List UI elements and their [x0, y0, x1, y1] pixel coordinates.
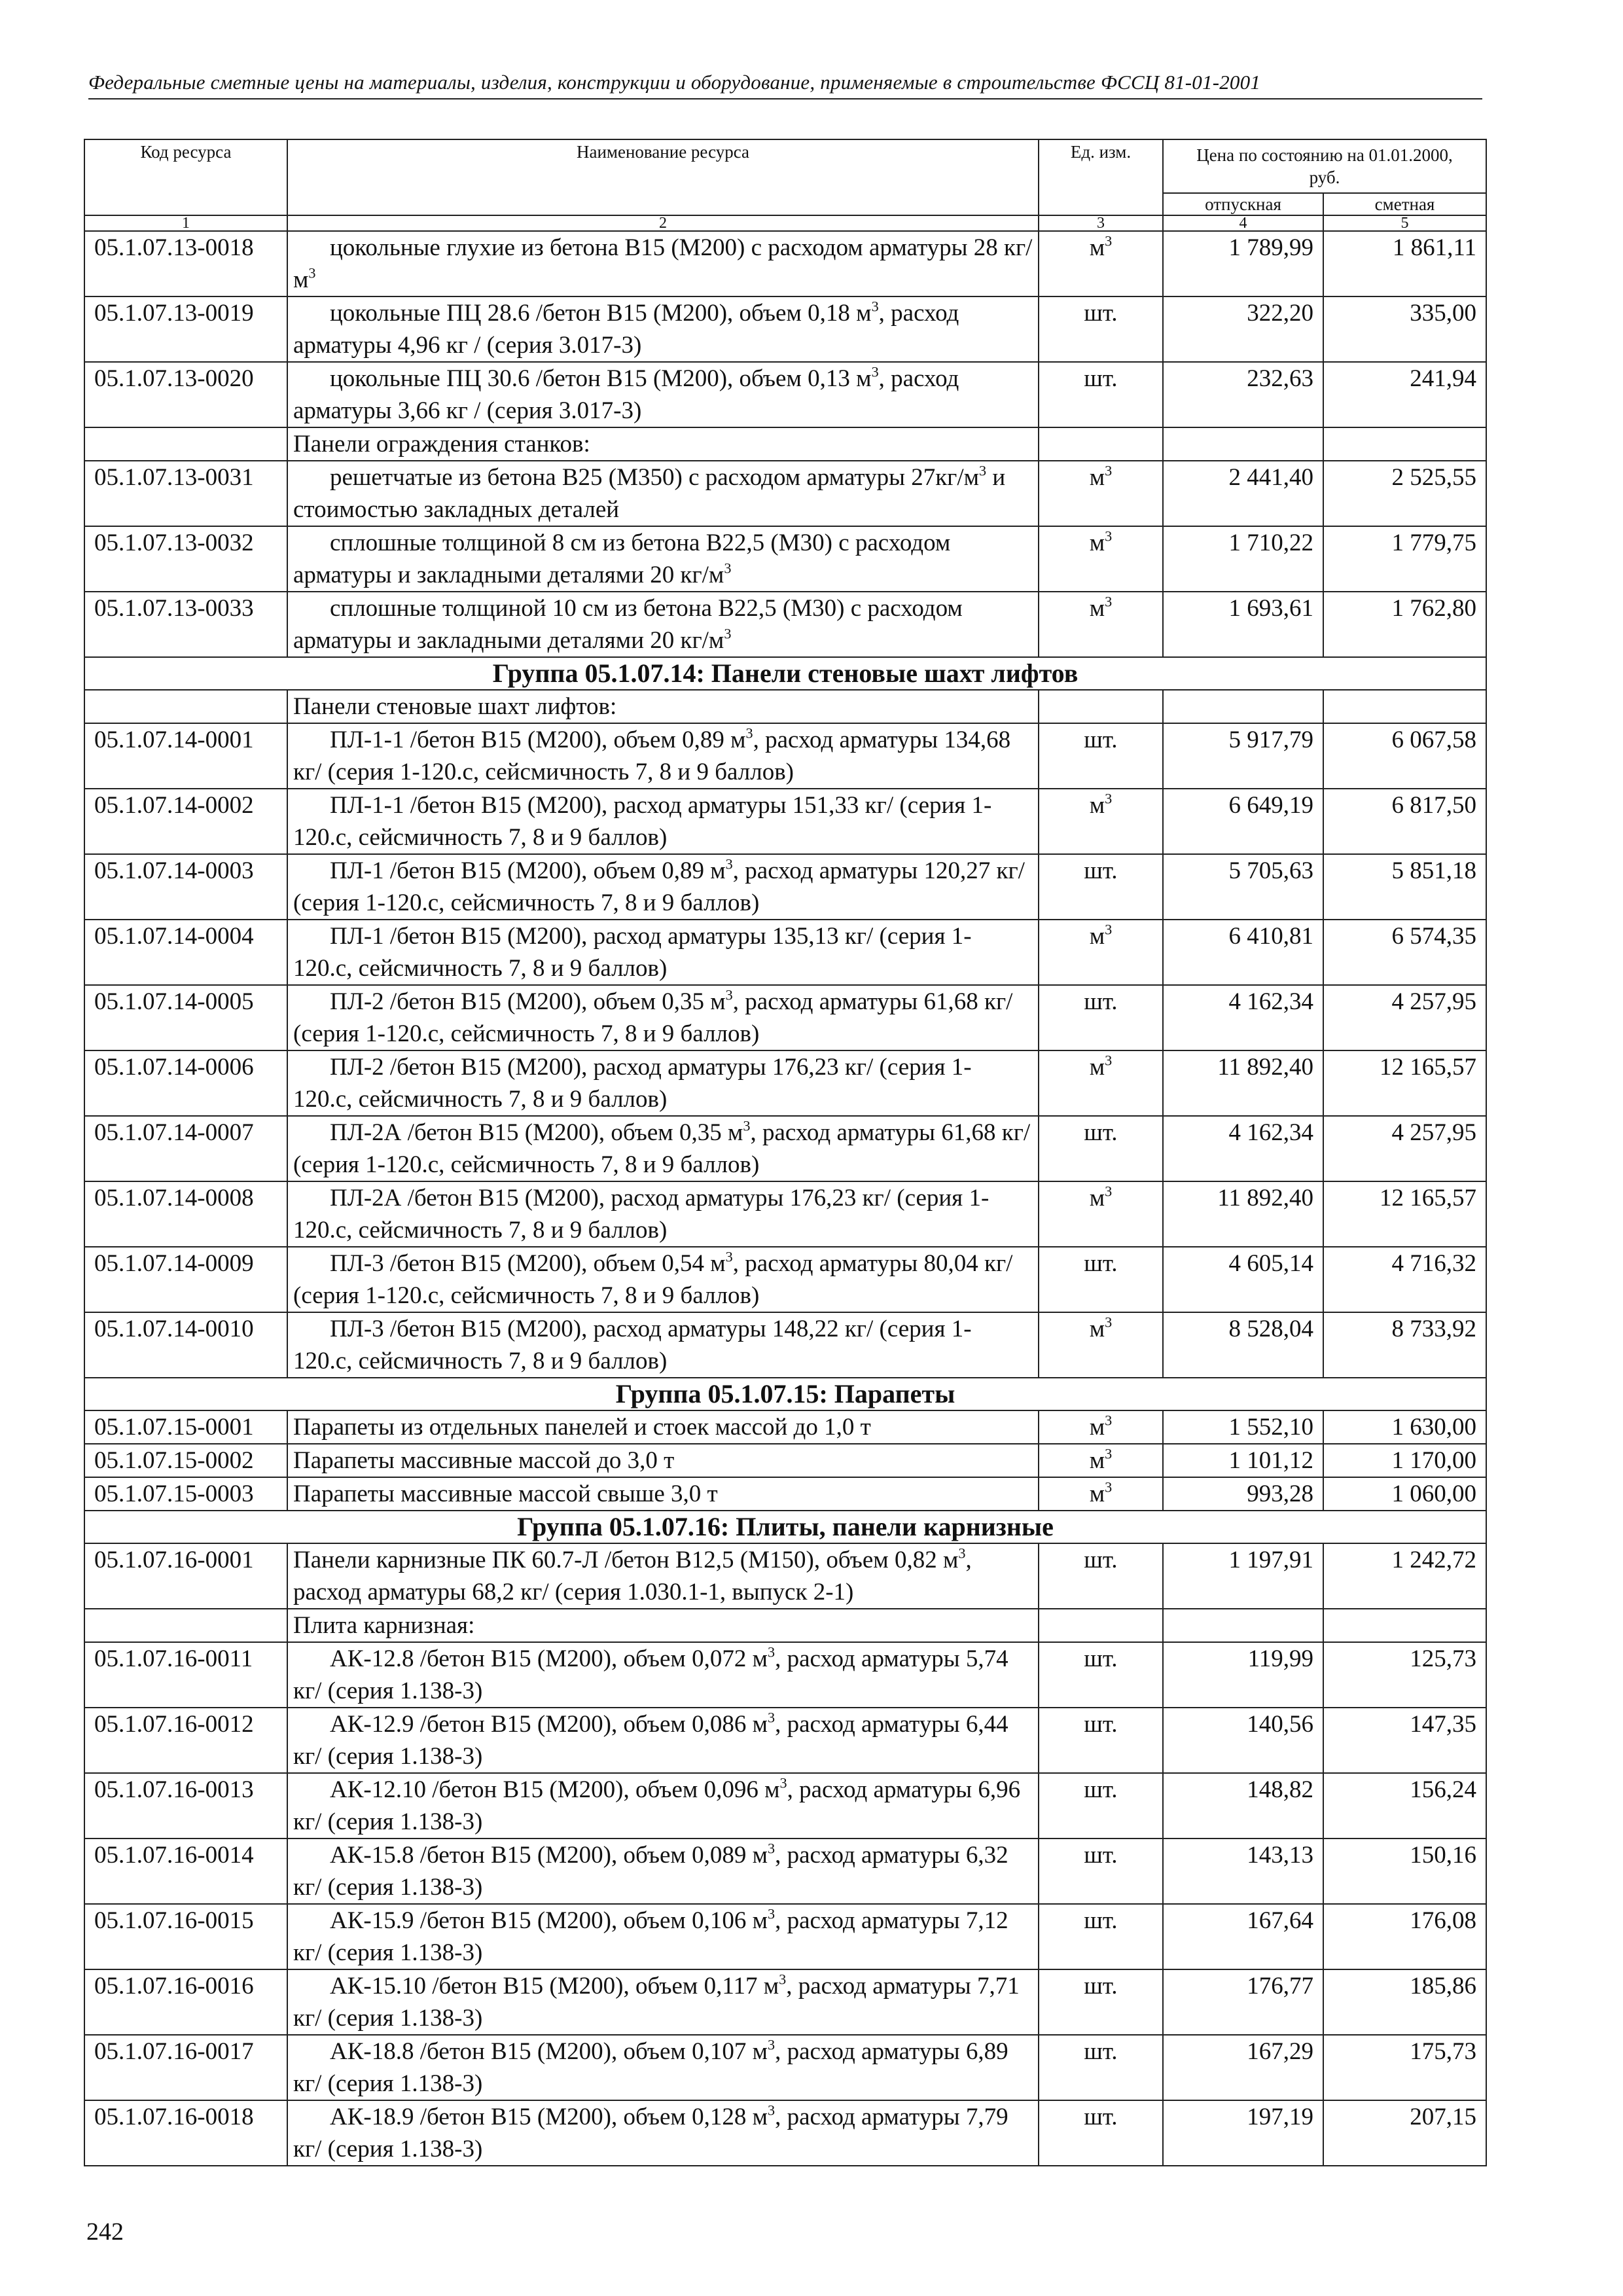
release-price-cell: 1 552,10 [1163, 1410, 1323, 1444]
group-title: Группа 05.1.07.16: Плиты, панели карнизные [84, 1511, 1486, 1543]
col-number: 1 [84, 215, 287, 231]
table-row [84, 1543, 1486, 1609]
table-row [84, 1642, 1486, 1708]
resource-code-cell: 05.1.07.16-0015 [84, 1904, 287, 1969]
subheading-cell [287, 1609, 1039, 1642]
release-price-cell: 119,99 [1163, 1642, 1323, 1708]
table-row [84, 231, 1486, 296]
col-header-estimate: сметная [1323, 193, 1486, 215]
page-number: 242 [86, 2218, 124, 2246]
subheading-row [84, 1609, 1486, 1642]
resource-name-cell [287, 789, 1039, 854]
table-row [84, 1410, 1486, 1444]
col-header-release: отпускная [1163, 193, 1323, 215]
resource-name: ПЛ-1-1 /бетон В15 (М200), объем 0,89 $м^3$, расход арматуры 134,68 кг/ (серия 1-120.с, сейсмичность 7, 8 и 9 баллов) [293, 725, 1011, 785]
release-price-cell: 1 197,91 [1163, 1543, 1323, 1609]
resource-name: АК-12.8 /бетон В15 (М200), объем 0,072 $м^3$, расход арматуры 5,74 кг/ (серия 1.138-3) [293, 1643, 1008, 1704]
estimate-price-cell: 1 630,00 [1323, 1410, 1486, 1444]
resource-name-cell [287, 1477, 1039, 1511]
unit-cell: $м^3$ [1039, 1050, 1163, 1116]
resource-name-cell [287, 1181, 1039, 1247]
resource-name: АК-15.9 /бетон В15 (М200), объем 0,106 $м^3$, расход арматуры 7,12 кг/ (серия 1.138-3) [293, 1905, 1008, 1966]
release-price-cell: 8 528,04 [1163, 1312, 1323, 1378]
resource-code-cell: 05.1.07.13-0031 [84, 461, 287, 526]
unit-cell: шт. [1039, 1904, 1163, 1969]
resource-code-cell: 05.1.07.14-0001 [84, 723, 287, 789]
table-row [84, 592, 1486, 657]
subheading-cell [287, 690, 1039, 723]
release-price-cell: 993,28 [1163, 1477, 1323, 1511]
empty-cell [1039, 1609, 1163, 1642]
unit-cell: $м^3$ [1039, 1312, 1163, 1378]
release-price-cell: 148,82 [1163, 1773, 1323, 1839]
unit-cell: $м^3$ [1039, 461, 1163, 526]
unit-cell: $м^3$ [1039, 231, 1163, 296]
table-row [84, 1839, 1486, 1904]
estimate-price-cell: 176,08 [1323, 1904, 1486, 1969]
table-row [84, 526, 1486, 592]
resource-name-cell [287, 985, 1039, 1050]
resource-name-cell [287, 296, 1039, 362]
resource-name-cell [287, 1543, 1039, 1609]
resource-code-cell: 05.1.07.16-0012 [84, 1708, 287, 1773]
resource-name: ПЛ-2А /бетон В15 (М200), объем 0,35 $м^3$, расход арматуры 61,68 кг/ (серия 1-120.с, сейсмичность 7, 8 и 9 баллов) [293, 1117, 1031, 1178]
col-header-code: Код ресурса [84, 139, 287, 215]
release-price-cell: 232,63 [1163, 362, 1323, 427]
table-row [84, 854, 1486, 920]
resource-name: Парапеты массивные массой до 3,0 т [293, 1447, 675, 1474]
unit-cell: $м^3$ [1039, 592, 1163, 657]
resource-name-cell [287, 2100, 1039, 2166]
release-price-cell: 1 710,22 [1163, 526, 1323, 592]
release-price-cell: 2 441,40 [1163, 461, 1323, 526]
estimate-price-cell: 185,86 [1323, 1969, 1486, 2035]
table-row [84, 1773, 1486, 1839]
resource-code-cell: 05.1.07.13-0032 [84, 526, 287, 592]
release-price-cell: 167,64 [1163, 1904, 1323, 1969]
estimate-price-cell: 5 851,18 [1323, 854, 1486, 920]
table-row [84, 985, 1486, 1050]
table-row [84, 789, 1486, 854]
release-price-cell: 4 162,34 [1163, 1116, 1323, 1181]
resource-name: решетчатые из бетона В25 (М350) с расходом арматуры $27кг/м^3$ и стоимостью закладных деталей [293, 462, 1006, 523]
resource-name: АК-15.10 /бетон В15 (М200), объем 0,117 $м^3$, расход арматуры 7,71 кг/ (серия 1.138-3) [293, 1971, 1020, 2032]
resource-code-cell: 05.1.07.16-0011 [84, 1642, 287, 1708]
unit-cell: $м^3$ [1039, 920, 1163, 985]
release-price-cell: 167,29 [1163, 2035, 1323, 2100]
empty-cell [1039, 427, 1163, 461]
estimate-price-cell: 1 762,80 [1323, 592, 1486, 657]
subheading-label: Плита карнизная: [293, 1612, 475, 1639]
resource-name-cell [287, 592, 1039, 657]
estimate-price-cell: 156,24 [1323, 1773, 1486, 1839]
unit-cell: шт. [1039, 1116, 1163, 1181]
subheading-cell [287, 427, 1039, 461]
subheading-row [84, 427, 1486, 461]
resource-code-cell: 05.1.07.13-0019 [84, 296, 287, 362]
group-title: Группа 05.1.07.14: Панели стеновые шахт лифтов [84, 657, 1486, 690]
group-heading-row [84, 1378, 1486, 1410]
estimate-price-cell: 6 574,35 [1323, 920, 1486, 985]
empty-cell [84, 427, 287, 461]
col-header-price: Цена по состоянию на 01.01.2000, руб. [1163, 139, 1486, 193]
resource-code-cell: 05.1.07.16-0016 [84, 1969, 287, 2035]
table-row [84, 2035, 1486, 2100]
resource-code-cell: 05.1.07.14-0009 [84, 1247, 287, 1312]
unit-cell: $м^3$ [1039, 1410, 1163, 1444]
resource-name-cell [287, 1708, 1039, 1773]
resource-code-cell: 05.1.07.14-0003 [84, 854, 287, 920]
resource-code-cell: 05.1.07.14-0005 [84, 985, 287, 1050]
release-price-cell: 5 705,63 [1163, 854, 1323, 920]
release-price-cell: 4 605,14 [1163, 1247, 1323, 1312]
unit-cell: шт. [1039, 362, 1163, 427]
release-price-cell: 1 693,61 [1163, 592, 1323, 657]
table-row [84, 1116, 1486, 1181]
unit-cell: шт. [1039, 1247, 1163, 1312]
unit-cell: $м^3$ [1039, 526, 1163, 592]
resource-name: АК-12.9 /бетон В15 (М200), объем 0,086 $м^3$, расход арматуры 6,44 кг/ (серия 1.138-3) [293, 1709, 1008, 1770]
table-row [84, 1312, 1486, 1378]
resource-name: сплошные толщиной 8 см из бетона В22,5 (М30) с расходом арматуры и закладными деталями 20 $кг/м^3$ [293, 529, 951, 588]
resource-name-cell [287, 1773, 1039, 1839]
empty-cell [1039, 690, 1163, 723]
unit-cell: шт. [1039, 296, 1163, 362]
unit-cell: шт. [1039, 2100, 1163, 2166]
resource-name: Панели карнизные ПК 60.7-Л /бетон В12,5 (М150), объем 0,82 $м^3$, расход арматуры 68,2 кг/ (серия 1.030.1-1, выпуск 2-1) [293, 1545, 972, 1605]
subheading-row [84, 690, 1486, 723]
unit-cell: $м^3$ [1039, 1444, 1163, 1477]
unit-cell: шт. [1039, 1969, 1163, 2035]
col-number: 5 [1323, 215, 1486, 231]
resource-name-cell [287, 1839, 1039, 1904]
unit-cell: шт. [1039, 985, 1163, 1050]
resource-name-cell [287, 461, 1039, 526]
col-header-name: Наименование ресурса [287, 139, 1039, 215]
release-price-cell: 11 892,40 [1163, 1181, 1323, 1247]
resource-name-cell [287, 1904, 1039, 1969]
unit-cell: $м^3$ [1039, 1181, 1163, 1247]
resource-code-cell: 05.1.07.16-0018 [84, 2100, 287, 2166]
resource-name-cell [287, 1050, 1039, 1116]
resource-code-cell: 05.1.07.16-0001 [84, 1543, 287, 1609]
resource-code-cell: 05.1.07.14-0007 [84, 1116, 287, 1181]
table-row [84, 1247, 1486, 1312]
resource-name: цокольные ПЦ 28.6 /бетон В15 (М200), объем 0,18 $м^3$, расход арматуры 4,96 кг / (серия 3.017-3) [293, 298, 959, 359]
price-table [84, 139, 1487, 2166]
estimate-price-cell: 150,16 [1323, 1839, 1486, 1904]
resource-code-cell: 05.1.07.16-0013 [84, 1773, 287, 1839]
release-price-cell: 197,19 [1163, 2100, 1323, 2166]
release-price-cell: 4 162,34 [1163, 985, 1323, 1050]
table-row [84, 296, 1486, 362]
resource-code-cell: 05.1.07.15-0002 [84, 1444, 287, 1477]
estimate-price-cell: 241,94 [1323, 362, 1486, 427]
table-row [84, 1477, 1486, 1511]
table-row [84, 1444, 1486, 1477]
estimate-price-cell: 6 067,58 [1323, 723, 1486, 789]
unit-cell: шт. [1039, 854, 1163, 920]
empty-cell [1163, 1609, 1323, 1642]
resource-name: ПЛ-3 /бетон В15 (М200), объем 0,54 $м^3$, расход арматуры 80,04 кг/ (серия 1-120.с, сейсмичность 7, 8 и 9 баллов) [293, 1248, 1013, 1309]
resource-name: АК-15.8 /бетон В15 (М200), объем 0,089 $м^3$, расход арматуры 6,32 кг/ (серия 1.138-3) [293, 1840, 1008, 1901]
table-row [84, 2100, 1486, 2166]
resource-name: Парапеты из отдельных панелей и стоек массой до 1,0 т [293, 1414, 871, 1441]
resource-name: АК-18.9 /бетон В15 (М200), объем 0,128 $м^3$, расход арматуры 7,79 кг/ (серия 1.138-3) [293, 2102, 1008, 2162]
resource-code-cell: 05.1.07.16-0017 [84, 2035, 287, 2100]
estimate-price-cell: 6 817,50 [1323, 789, 1486, 854]
estimate-price-cell: 4 257,95 [1323, 985, 1486, 1050]
table-row [84, 362, 1486, 427]
resource-code-cell: 05.1.07.15-0003 [84, 1477, 287, 1511]
table-row [84, 1181, 1486, 1247]
unit-cell: шт. [1039, 723, 1163, 789]
estimate-price-cell: 335,00 [1323, 296, 1486, 362]
resource-name-cell [287, 526, 1039, 592]
resource-code-cell: 05.1.07.14-0010 [84, 1312, 287, 1378]
empty-cell [1323, 690, 1486, 723]
release-price-cell: 322,20 [1163, 296, 1323, 362]
resource-code-cell: 05.1.07.14-0008 [84, 1181, 287, 1247]
resource-code-cell: 05.1.07.15-0001 [84, 1410, 287, 1444]
release-price-cell: 11 892,40 [1163, 1050, 1323, 1116]
resource-name-cell [287, 1247, 1039, 1312]
unit-cell: шт. [1039, 1642, 1163, 1708]
resource-code-cell: 05.1.07.13-0018 [84, 231, 287, 296]
release-price-cell: 176,77 [1163, 1969, 1323, 2035]
resource-code-cell: 05.1.07.14-0002 [84, 789, 287, 854]
resource-name: ПЛ-1 /бетон В15 (М200), расход арматуры 135,13 кг/ (серия 1- 120.с, сейсмичность 7, 8 и 9 баллов) [293, 923, 972, 982]
estimate-price-cell: 8 733,92 [1323, 1312, 1486, 1378]
release-price-cell: 1 101,12 [1163, 1444, 1323, 1477]
resource-name: ПЛ-2А /бетон В15 (М200), расход арматуры 176,23 кг/ (серия 1-120.с, сейсмичность 7, 8 и 9 баллов) [293, 1185, 990, 1244]
release-price-cell: 5 917,79 [1163, 723, 1323, 789]
col-number: 4 [1163, 215, 1323, 231]
resource-name: ПЛ-2 /бетон В15 (М200), объем 0,35 $м^3$, расход арматуры 61,68 кг/ (серия 1-120.с, сейсмичность 7, 8 и 9 баллов) [293, 986, 1013, 1047]
estimate-price-cell: 1 060,00 [1323, 1477, 1486, 1511]
table-row [84, 461, 1486, 526]
release-price-cell: 6 649,19 [1163, 789, 1323, 854]
col-header-unit: Ед. изм. [1039, 139, 1163, 215]
estimate-price-cell: 175,73 [1323, 2035, 1486, 2100]
resource-code-cell: 05.1.07.13-0020 [84, 362, 287, 427]
resource-name: АК-12.10 /бетон В15 (М200), объем 0,096 $м^3$, расход арматуры 6,96 кг/ (серия 1.138-3) [293, 1774, 1021, 1835]
resource-name-cell [287, 2035, 1039, 2100]
resource-name-cell [287, 1116, 1039, 1181]
resource-name-cell [287, 362, 1039, 427]
estimate-price-cell: 12 165,57 [1323, 1050, 1486, 1116]
resource-name: АК-18.8 /бетон В15 (М200), объем 0,107 $м^3$, расход арматуры 6,89 кг/ (серия 1.138-3) [293, 2036, 1008, 2097]
estimate-price-cell: 207,15 [1323, 2100, 1486, 2166]
resource-code-cell: 05.1.07.14-0006 [84, 1050, 287, 1116]
estimate-price-cell: 1 170,00 [1323, 1444, 1486, 1477]
resource-name: Парапеты массивные массой свыше 3,0 т [293, 1480, 718, 1507]
unit-cell: шт. [1039, 1773, 1163, 1839]
running-title: Федеральные сметные цены на материалы, изделия, конструкции и оборудование, применяемые в строительстве ФССЦ 81-01-2001 [88, 71, 1482, 99]
unit-cell: $м^3$ [1039, 1477, 1163, 1511]
resource-name: ПЛ-1 /бетон В15 (М200), объем 0,89 $м^3$, расход арматуры 120,27 кг/ (серия 1-120.с, сейсмичность 7, 8 и 9 баллов) [293, 855, 1025, 916]
estimate-price-cell: 1 861,11 [1323, 231, 1486, 296]
estimate-price-cell: 1 242,72 [1323, 1543, 1486, 1609]
release-price-cell: 140,56 [1163, 1708, 1323, 1773]
table-row [84, 1969, 1486, 2035]
resource-name: ПЛ-3 /бетон В15 (М200), расход арматуры 148,22 кг/ (серия 1- 120.с, сейсмичность 7, 8 и 9 баллов) [293, 1316, 972, 1374]
group-heading-row [84, 1511, 1486, 1543]
empty-cell [1163, 427, 1323, 461]
empty-cell [84, 1609, 287, 1642]
resource-name: сплошные толщиной 10 см из бетона В22,5 (М30) с расходом арматуры и закладными деталями 20 $кг/м^3$ [293, 595, 963, 654]
estimate-price-cell: 4 257,95 [1323, 1116, 1486, 1181]
subheading-label: Панели стеновые шахт лифтов: [293, 693, 617, 720]
resource-name: ПЛ-1-1 /бетон В15 (М200), расход арматуры 151,33 кг/ (серия 1-120.с, сейсмичность 7, 8 и 9 баллов) [293, 792, 992, 851]
empty-cell [1323, 427, 1486, 461]
col-number: 3 [1039, 215, 1163, 231]
estimate-price-cell: 2 525,55 [1323, 461, 1486, 526]
table-row [84, 1708, 1486, 1773]
resource-name: цокольные ПЦ 30.6 /бетон В15 (М200), объем 0,13 $м^3$, расход арматуры 3,66 кг / (серия 3.017-3) [293, 363, 959, 424]
estimate-price-cell: 1 779,75 [1323, 526, 1486, 592]
table-body [84, 231, 1486, 2166]
resource-code-cell: 05.1.07.14-0004 [84, 920, 287, 985]
estimate-price-cell: 4 716,32 [1323, 1247, 1486, 1312]
resource-code-cell: 05.1.07.16-0014 [84, 1839, 287, 1904]
resource-name-cell [287, 723, 1039, 789]
resource-name-cell [287, 231, 1039, 296]
subheading-label: Панели ограждения станков: [293, 431, 590, 457]
resource-name-cell [287, 1410, 1039, 1444]
estimate-price-cell: 147,35 [1323, 1708, 1486, 1773]
empty-cell [1323, 1609, 1486, 1642]
table-row [84, 1050, 1486, 1116]
estimate-price-cell: 12 165,57 [1323, 1181, 1486, 1247]
unit-cell: шт. [1039, 1543, 1163, 1609]
release-price-cell: 1 789,99 [1163, 231, 1323, 296]
group-heading-row [84, 657, 1486, 690]
resource-name-cell [287, 1444, 1039, 1477]
resource-name: ПЛ-2 /бетон В15 (М200), расход арматуры 176,23 кг/ (серия 1- 120.с, сейсмичность 7, 8 и 9 баллов) [293, 1054, 972, 1113]
resource-name-cell [287, 1642, 1039, 1708]
resource-name-cell [287, 1312, 1039, 1378]
group-title: Группа 05.1.07.15: Парапеты [84, 1378, 1486, 1410]
table-row [84, 920, 1486, 985]
table-row [84, 1904, 1486, 1969]
col-number: 2 [287, 215, 1039, 231]
resource-name-cell [287, 920, 1039, 985]
resource-code-cell: 05.1.07.13-0033 [84, 592, 287, 657]
unit-cell: шт. [1039, 1708, 1163, 1773]
release-price-cell: 6 410,81 [1163, 920, 1323, 985]
unit-cell: $м^3$ [1039, 789, 1163, 854]
empty-cell [84, 690, 287, 723]
unit-cell: шт. [1039, 1839, 1163, 1904]
release-price-cell: 143,13 [1163, 1839, 1323, 1904]
estimate-price-cell: 125,73 [1323, 1642, 1486, 1708]
empty-cell [1163, 690, 1323, 723]
unit-cell: шт. [1039, 2035, 1163, 2100]
resource-name: цокольные глухие из бетона В15 (М200) с расходом арматуры 28 $кг/м^3$ [293, 234, 1033, 293]
resource-name-cell [287, 1969, 1039, 2035]
resource-name-cell [287, 854, 1039, 920]
table-row [84, 723, 1486, 789]
